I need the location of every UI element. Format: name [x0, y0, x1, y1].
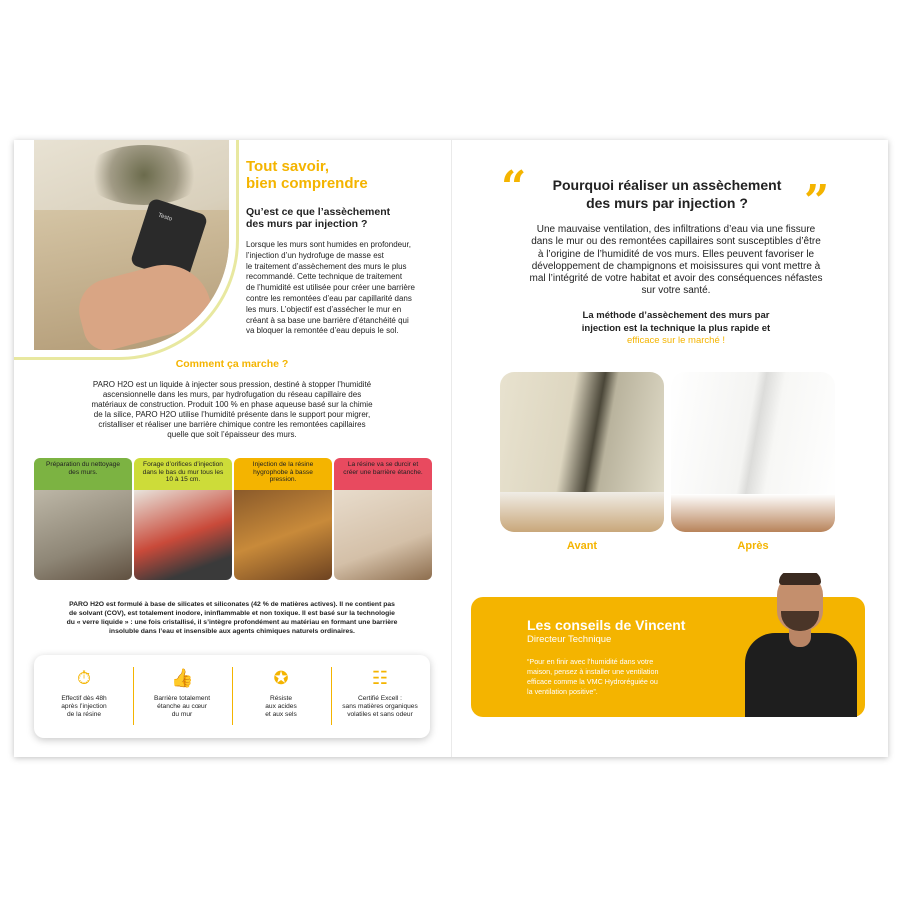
certificate-icon: ☷ — [371, 668, 389, 688]
left-title — [246, 158, 368, 192]
stopwatch-icon: ⏱ — [76, 668, 92, 688]
intro-line: l’injection d’un hydrofuge de masse est — [246, 250, 384, 260]
left-question — [246, 206, 390, 230]
portrait-hair — [779, 573, 821, 585]
advice-line: efficace comme la VMC Hydroréguiée ou — [527, 677, 658, 686]
left-question-line1: Qu’est ce que l’assèchement — [246, 206, 391, 218]
close-quote-icon: ” — [804, 176, 830, 227]
right-line: développement de champignons et moisissures qui vont mettre à — [531, 260, 821, 272]
step-card — [134, 458, 232, 580]
feature-item — [134, 667, 230, 719]
how-line: PARO H2O est un liquide à injecter sous pression, destiné à stopper l’humidité — [92, 380, 372, 389]
advice-name: Les conseils de Vincent — [527, 617, 686, 633]
feature-line: Effectif dès 48h — [61, 695, 107, 702]
how-title: Comment ça marche ? — [175, 358, 289, 370]
step-photo — [334, 490, 432, 580]
after-photo — [671, 372, 835, 532]
feature-line: et aux sels — [265, 711, 297, 718]
feature-item — [233, 667, 329, 719]
feature-line: Certifié Excell : — [358, 695, 402, 702]
feature-line: Barrière totalement — [153, 695, 211, 702]
feature-item — [36, 667, 132, 719]
formula-line: PARO H2O est formulé à base de silicates et siliconates (42 % de matières actives). Il ne contient pas — [69, 601, 395, 608]
page-fold — [451, 140, 452, 757]
formula-line: de solvant (COV), est totalement inodore, ininflammable et non toxique. Il est basé sur la technologie — [69, 610, 395, 617]
feature-line: Résiste — [270, 695, 292, 702]
vincent-portrait — [741, 573, 859, 717]
thumbs-up-icon: 👍 — [171, 668, 194, 688]
before-photo — [500, 372, 664, 532]
brochure-spread — [14, 140, 888, 757]
feature-line: après l’injection — [61, 703, 107, 710]
left-title-line2: bien comprendre — [246, 175, 368, 192]
right-line: dans le mur ou des remontées capillaires sont susceptibles d’être — [531, 236, 821, 248]
right-title-line2: des murs par injection ? — [586, 195, 748, 211]
method-paragraph — [492, 310, 860, 348]
right-title — [532, 176, 802, 212]
feature-line: volatiles et sans odeur — [347, 711, 413, 718]
feature-line: étanche au cœur — [157, 703, 207, 710]
step-label: Injection de la résine hygrophobe à basse pression. — [234, 458, 332, 490]
check-badge-icon: ✪ — [273, 668, 289, 688]
feature-item — [332, 667, 428, 719]
how-line: ascensionnelle dans les murs, par hydrofugation du réseau capillaire des — [102, 390, 362, 399]
how-line: quelle que soit l’épaisseur des murs. — [167, 430, 297, 439]
step-photo — [134, 490, 232, 580]
advice-box — [471, 597, 865, 717]
method-line: injection est la technique la plus rapide et — [581, 322, 771, 334]
intro-paragraph — [246, 240, 432, 337]
right-paragraph — [492, 224, 860, 298]
portrait-neck — [789, 629, 811, 647]
step-card — [234, 458, 332, 580]
right-line: Une mauvaise ventilation, des infiltrations d’eau via une fissure — [536, 224, 816, 235]
intro-line: Lorsque les murs sont humides en profondeur, — [246, 240, 411, 249]
how-paragraph — [44, 380, 420, 440]
formula-line: du « verre liquide » : une fois cristallisé, il s’intègre profondément au matériau en formant une barrière — [66, 619, 398, 626]
feature-line: sans matières organiques — [342, 703, 418, 710]
how-line: cristalliser et réaliser une barrière chimique contre les remontées capillaires — [98, 420, 366, 429]
intro-line: contre les remontées d’eau par capillarité dans — [246, 293, 412, 303]
advice-role: Directeur Technique — [527, 634, 612, 645]
intro-line: va bloquer la remontée d’eau depuis le sol. — [246, 326, 399, 336]
advice-line: “Pour en finir avec l’humidité dans votre — [527, 657, 654, 666]
device-label: Testo — [157, 212, 173, 223]
left-question-line2: des murs par injection ? — [246, 218, 368, 230]
how-line: de la silice, PARO H2O utilise l’humidité présente dans le support pour migrer, — [93, 410, 371, 419]
intro-line: créant à sa base une barrière d’étanchéité qui — [246, 315, 409, 325]
advice-text — [527, 657, 707, 697]
after-label: Après — [737, 540, 769, 552]
intro-line: de l’humidité est utilisée pour créer une barrière — [246, 283, 415, 293]
intro-line: le traitement d’assèchement des murs le plus — [246, 261, 407, 271]
mold-stain — [84, 145, 204, 205]
formula-line: insoluble dans l’eau et insensible aux agents chimiques naturels ordinaires. — [109, 628, 355, 635]
hero-photo — [34, 140, 229, 350]
left-title-line1: Tout savoir, — [246, 158, 330, 175]
step-card — [334, 458, 432, 580]
feature-line: aux acides — [265, 703, 297, 710]
intro-line: les murs. L’objectif est d’assécher le mur en — [246, 304, 402, 314]
step-photo — [234, 490, 332, 580]
intro-line: recommandé. Cette technique de traitement — [246, 272, 403, 282]
step-label: Préparation du nettoyage des murs. — [34, 458, 132, 490]
right-line: à l’origine de l’humidité de vos murs. Elles peuvent favoriser le — [537, 248, 815, 260]
step-photo — [34, 490, 132, 580]
formula-paragraph — [34, 600, 430, 636]
baseboard-floor — [500, 492, 664, 532]
how-line: matériaux de construction. Produit 100 % en phase aqueuse basé sur la chimie — [91, 400, 373, 409]
right-line: sur votre santé. — [641, 285, 711, 297]
feature-line: du mur — [171, 711, 193, 718]
method-line: La méthode d’assèchement des murs par — [582, 310, 770, 321]
right-title-line1: Pourquoi réaliser un assèchement — [552, 177, 782, 193]
advice-line: la ventilation positive”. — [527, 687, 598, 696]
method-line-highlight: efficace sur le marché ! — [626, 335, 726, 346]
open-quote-icon: “ — [501, 162, 527, 213]
step-label: La résine va se durcir et créer une barrière étanche. — [334, 458, 432, 490]
feature-line: de la résine — [66, 711, 102, 718]
step-label: Forage d’orifices d’injection dans le bas du mur tous les 10 à 15 cm. — [134, 458, 232, 490]
baseboard-floor — [671, 494, 835, 532]
features-box — [34, 655, 430, 738]
advice-line: maison, pensez à installer une ventilation — [527, 667, 659, 676]
step-card — [34, 458, 132, 580]
right-line: mal l’intégrité de votre habitat et avoir des conséquences néfastes — [529, 273, 823, 285]
before-label: Avant — [566, 540, 598, 552]
